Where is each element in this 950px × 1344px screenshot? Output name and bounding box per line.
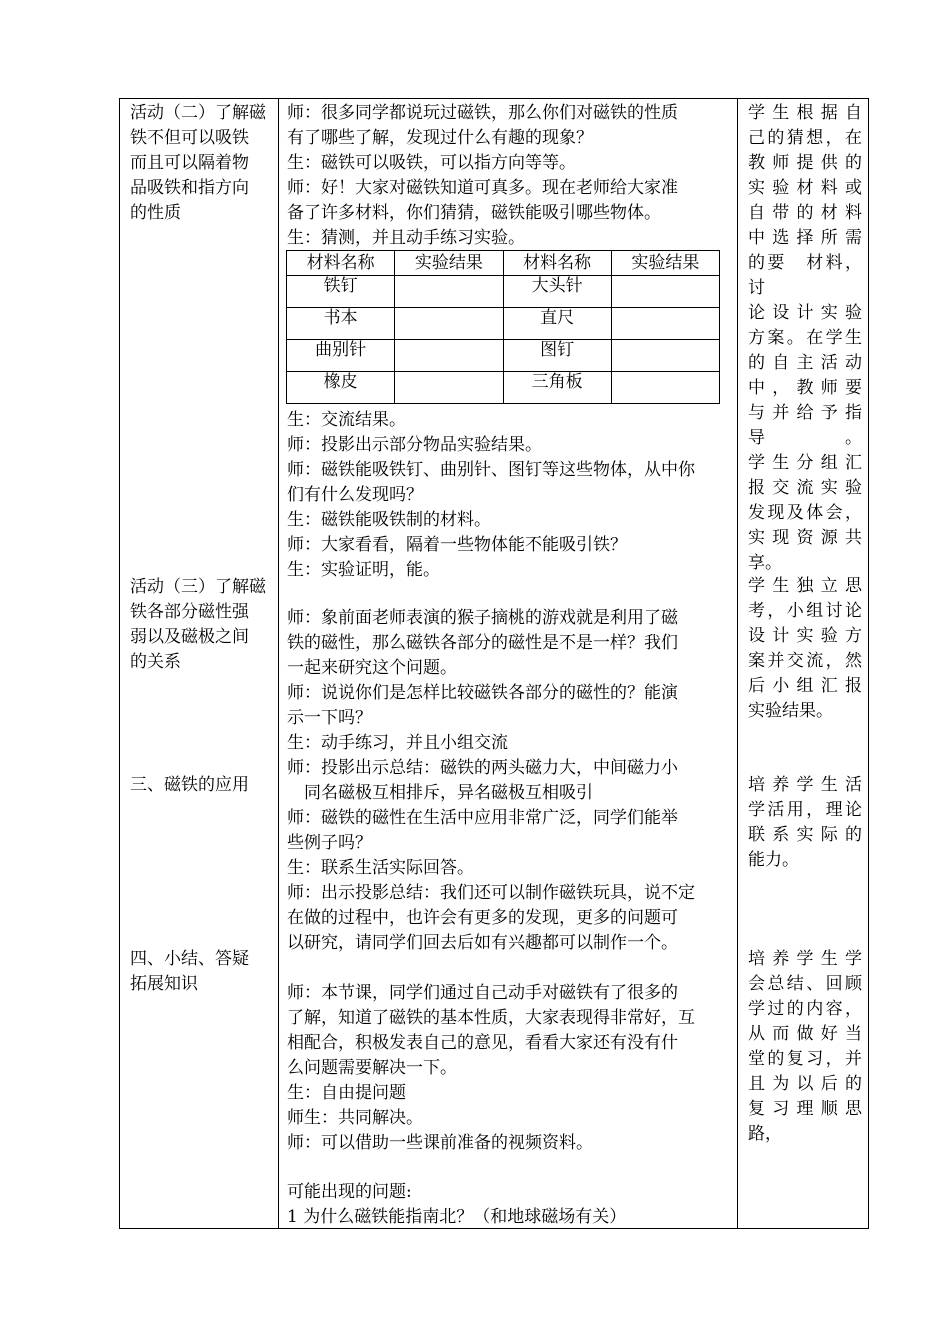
table-row	[287, 308, 720, 340]
text-line: 学生分组汇	[748, 453, 862, 473]
teaching-process-column	[279, 99, 738, 1229]
text-line: 以研究，请同学们回去后如有兴趣都可以制作一个。	[287, 933, 678, 953]
text-line: 活动（二）了解磁	[130, 103, 266, 123]
activity-column	[120, 99, 279, 1229]
material-table	[286, 250, 720, 404]
text-line: 师：很多同学都说玩过磁铁，那么你们对磁铁的性质	[287, 103, 678, 123]
text-line: 生：动手练习，并且小组交流	[287, 733, 508, 753]
process-intro	[287, 101, 727, 251]
text-line: 能力。	[748, 850, 799, 870]
text-line: 路，	[748, 1124, 782, 1144]
material-cell: 书本	[287, 308, 395, 340]
possible-problems	[287, 1180, 727, 1230]
summary-label	[130, 947, 272, 997]
process-summary	[287, 981, 727, 1156]
text-line: 生：磁铁可以吸铁，可以指方向等等。	[287, 153, 576, 173]
text-line: 享。	[748, 553, 782, 573]
result-cell	[395, 372, 503, 404]
material-table-header	[287, 251, 720, 276]
activity-2-label	[130, 101, 272, 226]
text-line: 案并交流，然	[748, 651, 862, 671]
text-line: 后小组汇报	[748, 676, 862, 696]
text-line: 铁各部分磁性强	[130, 602, 249, 622]
intent-activity-3	[748, 574, 862, 724]
text-line: 同名磁极互相排斥，异名磁极互相吸引	[287, 783, 593, 803]
material-cell: 图钉	[503, 340, 611, 372]
text-line: 且为以后的	[748, 1074, 862, 1094]
text-line: 导。	[748, 428, 862, 448]
text-line: 堂的复习，并	[748, 1049, 862, 1069]
text-line: 而且可以隔着物	[130, 153, 249, 173]
text-line: 中，教师要	[748, 378, 862, 398]
lesson-plan-table	[119, 98, 869, 1229]
text-line: 方案。在学生	[748, 328, 862, 348]
design-intent-column	[738, 99, 869, 1229]
material-cell: 曲别针	[287, 340, 395, 372]
text-line: 的自主活动	[748, 353, 862, 373]
text-line: 们有什么发现吗？	[287, 485, 423, 505]
result-cell	[611, 308, 719, 340]
intent-application	[748, 773, 862, 873]
text-line: 从而做好当	[748, 1024, 862, 1044]
text-line: 1 为什么磁铁能指南北？（和地球磁场有关）	[287, 1207, 627, 1227]
text-line: 师生：共同解决。	[287, 1108, 423, 1128]
text-line: 示一下吗？	[287, 708, 372, 728]
text-line: 实现资源共	[748, 528, 862, 548]
text-line: 复习理顺思	[748, 1099, 862, 1119]
text-line: 报交流实验	[748, 478, 862, 498]
intent-summary	[748, 947, 862, 1147]
table-row	[287, 276, 720, 308]
text-line: 己的猜想，在	[748, 128, 862, 148]
text-line: 师：好！大家对磁铁知道可真多。现在老师给大家准	[287, 178, 678, 198]
text-line: 生：联系生活实际回答。	[287, 858, 474, 878]
text-line: 学生独立思	[748, 576, 862, 596]
activity-3-label	[130, 575, 272, 675]
result-cell	[395, 340, 503, 372]
table-row	[287, 372, 720, 404]
text-line: 师：本节课，同学们通过自己动手对磁铁有了很多的	[287, 983, 678, 1003]
text-line: 有了哪些了解，发现过什么有趣的现象？	[287, 128, 593, 148]
text-line: 的关系	[130, 652, 181, 672]
text-line: 了解，知道了磁铁的基本性质，大家表现得非常好，互	[287, 1008, 695, 1028]
text-line: 一起来研究这个问题。	[287, 658, 457, 678]
text-line: 么问题需要解决一下。	[287, 1058, 457, 1078]
text-line: 三、磁铁的应用	[130, 775, 249, 795]
text-line: 的性质	[130, 203, 181, 223]
text-line: 考，小组讨论	[748, 601, 862, 621]
text-line: 生：自由提问题	[287, 1083, 406, 1103]
text-line: 备了许多材料，你们猜猜，磁铁能吸引哪些物体。	[287, 203, 661, 223]
result-header: 实验结果	[395, 251, 503, 276]
text-line: 师：说说你们是怎样比较磁铁各部分的磁性的？能演	[287, 683, 678, 703]
text-line: 师：可以借助一些课前准备的视频资料。	[287, 1133, 593, 1153]
result-cell	[395, 308, 503, 340]
application-label	[130, 773, 272, 798]
table-row	[287, 340, 720, 372]
text-line: 活动（三）了解磁	[130, 577, 266, 597]
text-line: 师：象前面老师表演的猴子摘桃的游戏就是利用了磁	[287, 608, 678, 628]
text-line: 生：交流结果。	[287, 410, 406, 430]
text-line: 些例子吗？	[287, 833, 372, 853]
result-cell	[395, 276, 503, 308]
text-line: 师：磁铁能吸铁钉、曲别针、图钉等这些物体，从中你	[287, 460, 695, 480]
text-line: 培养学生活	[748, 775, 862, 795]
text-line: 师：投影出示总结：磁铁的两头磁力大，中间磁力小	[287, 758, 678, 778]
text-line: 师：投影出示部分物品实验结果。	[287, 435, 542, 455]
text-line: 学生根据自	[748, 103, 862, 123]
text-line: 实验材料或	[748, 178, 862, 198]
text-line: 四、小结、答疑	[130, 949, 249, 969]
text-line: 与并给予指	[748, 403, 862, 423]
text-line: 在做的过程中，也许会有更多的发现，更多的问题可	[287, 908, 678, 928]
text-line: 论设计实验	[748, 303, 862, 323]
text-line: 生：猜测，并且动手练习实验。	[287, 228, 525, 248]
material-cell: 铁钉	[287, 276, 395, 308]
text-line: 铁的磁性，那么磁铁各部分的磁性是不是一样？我们	[287, 633, 678, 653]
intent-activity-2	[748, 101, 862, 576]
material-cell: 三角板	[503, 372, 611, 404]
text-line: 自带的材料	[748, 203, 862, 223]
text-line: 培养学生学	[748, 949, 862, 969]
text-line: 可能出现的问题:	[287, 1182, 412, 1202]
text-line: 学过的内容，	[748, 999, 862, 1019]
text-line: 实验结果。	[748, 701, 833, 721]
text-line: 会总结、回顾	[748, 974, 862, 994]
text-line: 师：磁铁的磁性在生活中应用非常广泛，同学们能举	[287, 808, 678, 828]
text-line: 教师提供的	[748, 153, 862, 173]
text-line: 师：出示投影总结：我们还可以制作磁铁玩具，说不定	[287, 883, 695, 903]
text-line: 生：实验证明，能。	[287, 560, 440, 580]
process-after-table	[287, 408, 727, 583]
material-cell: 大头针	[503, 276, 611, 308]
text-line: 拓展知识	[130, 974, 198, 994]
text-line: 设计实验方	[748, 626, 862, 646]
result-cell	[611, 276, 719, 308]
material-header: 材料名称	[287, 251, 395, 276]
text-line: 生：磁铁能吸铁制的材料。	[287, 510, 491, 530]
text-line: 弱以及磁极之间	[130, 627, 249, 647]
material-cell: 直尺	[503, 308, 611, 340]
result-cell	[611, 340, 719, 372]
result-header: 实验结果	[611, 251, 719, 276]
text-line: 中选择所需	[748, 228, 862, 248]
text-line: 联系实际的	[748, 825, 862, 845]
material-header: 材料名称	[503, 251, 611, 276]
text-line: 相配合，积极发表自己的意见，看看大家还有没有什	[287, 1033, 678, 1053]
text-line: 师：大家看看，隔着一些物体能不能吸引铁？	[287, 535, 627, 555]
result-cell	[611, 372, 719, 404]
text-line: 的要 材料，讨	[748, 253, 862, 298]
material-cell: 橡皮	[287, 372, 395, 404]
text-line: 发现及体会，	[748, 503, 862, 523]
text-line: 品吸铁和指方向	[130, 178, 249, 198]
text-line: 学活用，理论	[748, 800, 862, 820]
process-activity-3	[287, 606, 727, 956]
text-line: 铁不但可以吸铁	[130, 128, 249, 148]
